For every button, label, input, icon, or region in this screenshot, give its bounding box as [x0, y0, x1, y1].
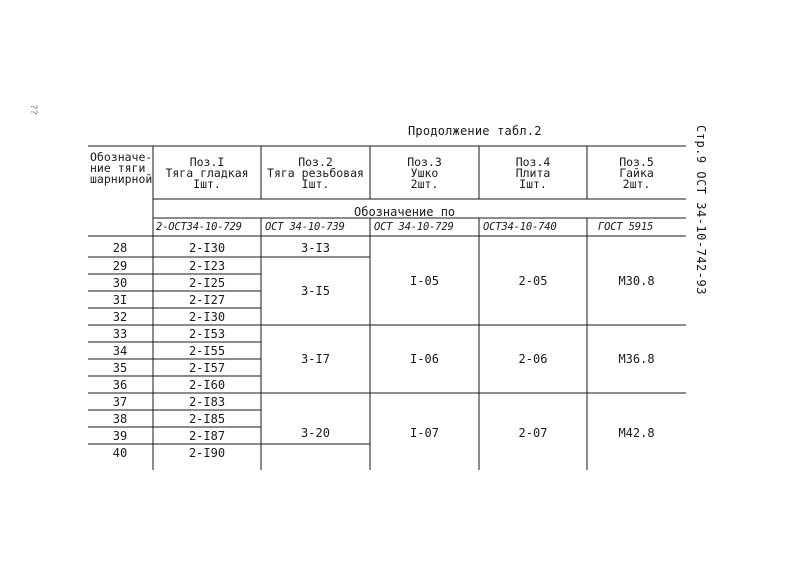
header-pos2-line3: Iшт.	[301, 176, 330, 191]
row-number: 30	[112, 275, 128, 290]
row-number: 34	[112, 343, 128, 358]
pos1-cell: 2-I53	[188, 326, 226, 341]
row-number: 38	[112, 411, 128, 426]
pos3-cell: I-06	[410, 352, 439, 366]
standard-pos3: ОСТ 34-10-729	[374, 221, 454, 233]
pos1-cell: 2-I57	[188, 360, 226, 375]
header-designation-line1: Обозначе-	[90, 150, 153, 164]
header-pos2-line2: Тяга резьбовая	[267, 165, 364, 180]
pos1-cell: 2-I83	[188, 394, 226, 409]
header-pos4-line1: Поз.4	[515, 154, 551, 169]
pos4-cell: 2-07	[518, 426, 548, 440]
header-pos4-line3: Iшт.	[519, 176, 547, 191]
pos1-cell: 2-I85	[188, 411, 226, 426]
row-number: 40	[112, 445, 128, 460]
pos4-cell: 2-05	[518, 273, 548, 288]
pos1-cell: 2-I87	[188, 428, 226, 443]
pos2-cell: 3-I5	[301, 284, 330, 298]
corner-mark: ??	[28, 104, 38, 115]
row-number: 33	[112, 326, 128, 341]
header-pos2-line1: Поз.2	[298, 154, 333, 169]
header-pos1-line1: Поз.I	[189, 154, 225, 169]
header-pos1-line2: Тяга гладкая	[165, 165, 249, 180]
header-pos5-line3: 2шт.	[622, 176, 651, 191]
header-pos5	[587, 148, 686, 198]
header-pos4-line2: Плита	[515, 165, 551, 180]
designation-span-label: Обозначение по	[354, 205, 456, 219]
header-designation-line3: шарнирной	[90, 172, 153, 186]
header-pos3-line1: Поз.3	[407, 154, 442, 169]
header-pos3-line3: 2шт.	[410, 176, 439, 191]
pos2-cell: 3-I3	[301, 241, 330, 255]
header-pos2	[261, 148, 370, 198]
page-side-note: Стр.9 ОСТ 34-10-742-93	[694, 125, 708, 295]
pos1-cell: 2-I30	[188, 240, 226, 255]
pos2-cell: 3-20	[301, 426, 330, 440]
pos1-cell: 2-I23	[188, 258, 226, 273]
pos3-cell: I-07	[410, 426, 439, 440]
row-number: 39	[112, 428, 128, 443]
table-caption: Продолжение табл.2	[408, 124, 542, 138]
pos4-cell: 2-06	[518, 352, 548, 366]
header-designation	[88, 146, 154, 242]
header-pos3	[370, 148, 479, 198]
row-number: 28	[112, 240, 128, 255]
pos5-cell: М36.8	[618, 352, 655, 366]
pos2-cell: 3-I7	[301, 352, 330, 366]
row-number: 35	[112, 360, 128, 375]
header-pos1	[153, 148, 261, 198]
header-pos5-line2: Гайка	[619, 165, 654, 180]
row-number: 32	[112, 309, 128, 324]
pos1-cell: 2-I25	[188, 275, 226, 290]
standard-pos4: ОСТ34-10-740	[483, 221, 557, 233]
row-number: 29	[112, 258, 128, 273]
pos1-cell: 2-I90	[188, 445, 226, 460]
pos1-cell: 2-I27	[188, 292, 226, 307]
pos5-cell: М42.8	[618, 426, 655, 440]
row-number: 36	[112, 377, 128, 392]
pos1-cell: 2-I60	[188, 377, 226, 392]
header-pos5-line1: Поз.5	[619, 154, 654, 169]
standard-pos5: ГОСТ 5915	[598, 221, 654, 233]
header-pos3-line2: Ушко	[410, 165, 439, 180]
pos1-cell: 2-I55	[188, 343, 226, 358]
standard-pos2: ОСТ 34-10-739	[265, 221, 345, 233]
pos3-cell: I-05	[410, 273, 439, 288]
header-designation-line2: ние тяги	[90, 161, 146, 175]
pos5-cell: М30.8	[618, 273, 655, 288]
row-number: 3I	[112, 292, 128, 307]
pos1-cell: 2-I30	[188, 309, 226, 324]
header-pos1-line3: Iшт.	[193, 176, 221, 191]
row-number: 37	[112, 394, 128, 409]
standard-pos1: 2-ОСТ34-10-729	[156, 221, 242, 233]
header-pos4	[479, 148, 587, 198]
